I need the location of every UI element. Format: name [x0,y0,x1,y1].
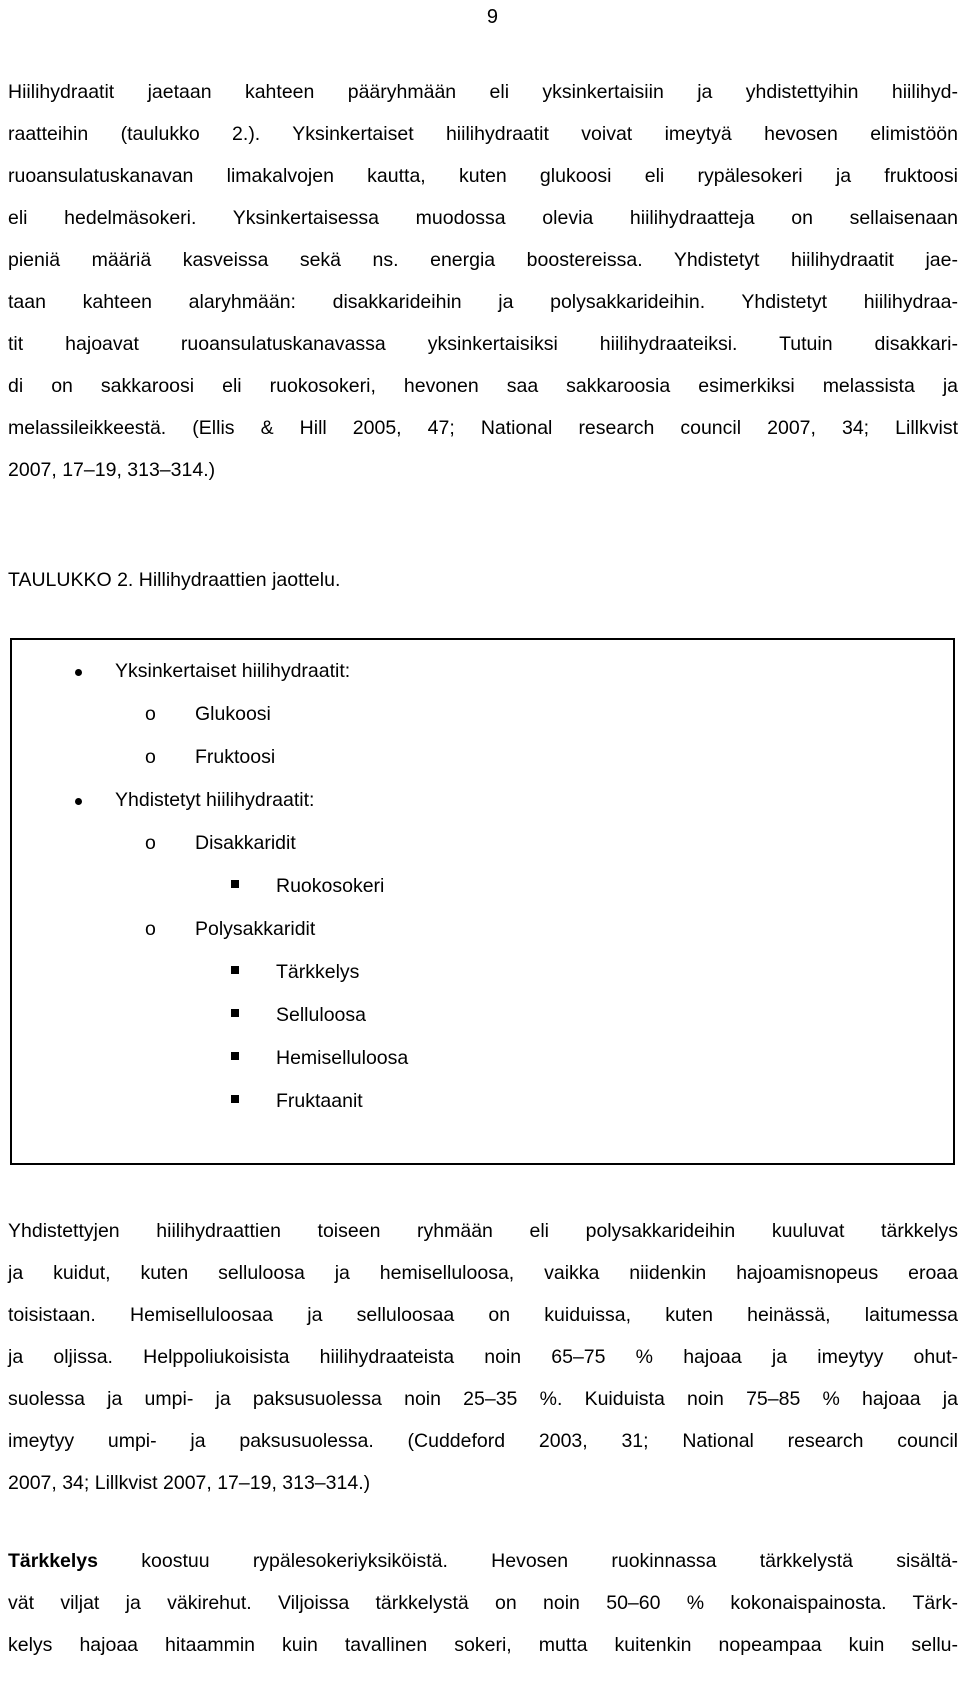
text-line: suolessa ja umpi- ja paksusuolessa noin 25–35 %. Kuiduista noin 75–85 % hajoaa ja [8,1388,958,1410]
list-item-ruokosokeri: Ruokosokeri [276,875,385,897]
list-item-polysakkaridit: Polysakkaridit [195,918,316,940]
table-caption: TAULUKKO 2. Hillihydraattien jaottelu. [8,569,341,591]
text-line: ja kuidut, kuten selluloosa ja hemiselluloosa, vaikka niidenkin hajoamisnopeus eroaa [8,1262,958,1284]
square-bullet-icon [231,880,239,888]
bold-term: Tärkkelys [8,1550,98,1572]
simple-carbs-heading: Yksinkertaiset hiilihydraatit: [115,660,351,682]
text-line [8,1546,958,1576]
text-line: 2007, 34; Lillkvist 2007, 17–19, 313–314.) [8,1472,371,1494]
circle-bullet-icon: o [145,918,156,940]
circle-bullet-icon: o [145,703,156,725]
list-item-disakkaridit: Disakkaridit [195,832,296,854]
list-item-glukoosi: Glukoosi [195,703,271,725]
text-line: 2007, 17–19, 313–314.) [8,459,216,481]
text-line: ruoansulatuskanavan limakalvojen kautta, kuten glukoosi eli rypälesokeri ja fruktoosi [8,165,958,187]
list-item-tarkkelys: Tärkkelys [276,961,360,983]
square-bullet-icon [231,1009,239,1017]
text-line: Hiilihydraatit jaetaan kahteen pääryhmään eli yksinkertaisiin ja yhdistettyihin hiilihyd- [8,81,958,103]
carbohydrate-table [10,638,955,1165]
circle-bullet-icon: o [145,746,156,768]
bullet-dot-icon [75,669,82,676]
text-line: kelys hajoaa hitaammin kuin tavallinen sokeri, mutta kuitenkin nopeampaa kuin sellu- [8,1634,958,1656]
text-line: imeytyy umpi- ja paksusuolessa. (Cuddeford 2003, 31; National research council [8,1430,958,1452]
text-line: vät viljat ja väkirehut. Viljoissa tärkkelystä on noin 50–60 % kokonaispainosta. Tärk- [8,1592,958,1614]
text-line: taan kahteen alaryhmään: disakkarideihin ja polysakkarideihin. Yhdistetyt hiilihydraa- [8,291,958,313]
text-line: tit hajoavat ruoansulatuskanavassa yksinkertaisiksi hiilihydraateiksi. Tutuin disakkari- [8,333,958,355]
circle-bullet-icon: o [145,832,156,854]
list-item-fruktoosi: Fruktoosi [195,746,276,768]
text-line: eli hedelmäsokeri. Yksinkertaisessa muodossa olevia hiilihydraatteja on sellaisenaan [8,207,958,229]
list-item-selluloosa: Selluloosa [276,1004,366,1026]
page-number: 9 [486,6,498,28]
text-line: toisistaan. Hemiselluloosaa ja selluloosaa on kuiduissa, kuten heinässä, laitumessa [8,1304,958,1326]
text-line: di on sakkaroosi eli ruokosokeri, hevonen saa sakkaroosia esimerkiksi melassista ja [8,375,958,397]
text-line: raatteihin (taulukko 2.). Yksinkertaiset hiilihydraatit voivat imeytyä hevosen elimistöön [8,123,958,145]
text-line: Yhdistettyjen hiilihydraattien toiseen ryhmään eli polysakkarideihin kuuluvat tärkkelys [8,1220,958,1242]
square-bullet-icon [231,966,239,974]
bullet-dot-icon [75,798,82,805]
text-span: koostuu rypälesokeriyksiköistä. Hevosen ruokinnassa tärkkelystä sisältä- [98,1550,958,1572]
square-bullet-icon [231,1095,239,1103]
list-item-hemiselluloosa: Hemiselluloosa [276,1047,409,1069]
compound-carbs-heading: Yhdistetyt hiilihydraatit: [115,789,315,811]
text-line: pieniä määriä kasveissa sekä ns. energia boostereissa. Yhdistetyt hiilihydraatit jae- [8,249,958,271]
text-line: ja oljissa. Helppoliukoisista hiilihydraateista noin 65–75 % hajoaa ja imeytyy ohut- [8,1346,958,1368]
text-line: melassileikkeestä. (Ellis & Hill 2005, 47; National research council 2007, 34; Lillkvist [8,417,958,439]
list-item-fruktaanit: Fruktaanit [276,1090,363,1112]
square-bullet-icon [231,1052,239,1060]
